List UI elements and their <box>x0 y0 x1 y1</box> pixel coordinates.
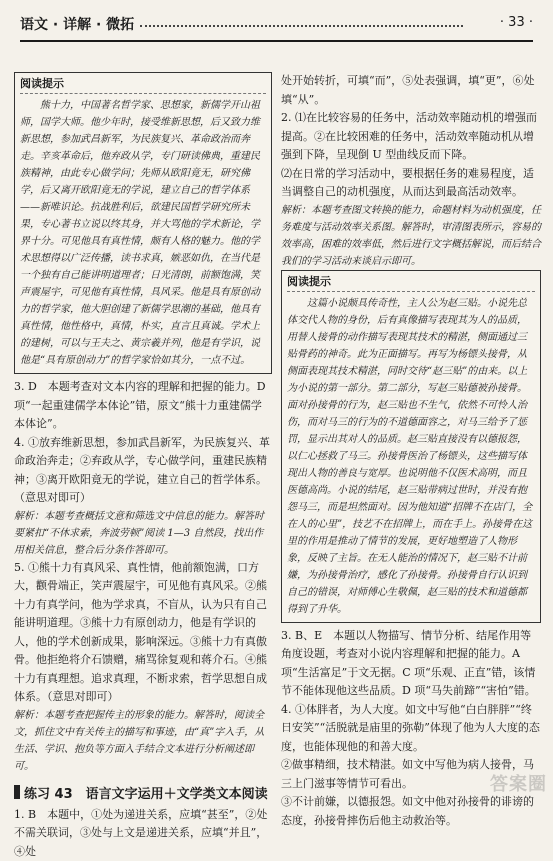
header-divider <box>140 25 463 27</box>
answer-1: 1. B 本题中，①处为递进关系，应填“甚至”，②处不需关联词，③处与上文是递进关系，应填“并且”，④处 <box>14 806 272 861</box>
answer-3: 3. D 本题考查对文本内容的理解和把握的能力。D项“一起重建儒学本体论”错，原文“熊十力重建儒学本体论”。 <box>14 378 272 434</box>
answer-4b-right: ②做事精细，技术精湛。如文中写他为病人接骨，马三上门滋事等情节可看出。 <box>281 756 541 793</box>
answer-4c-right: ③不计前嫌，以德报怨。如文中他对孙接骨的诽谤的态度，孙接骨摔伤后他主动救治等。 <box>281 793 541 830</box>
reading-tip-box <box>14 72 272 374</box>
answer-4: 4. ①放弃维新思想，参加武昌新军，为民族复兴、革命政治奔走；②弃政从学，专心做学问，重建民族精神；③离开欧阳竟无的学说，建立自己的哲学体系。（意思对即可） <box>14 434 272 508</box>
analysis-2: 解析：本题考查图文转换的能力，命题材料为动机强度，任务难度与活动效率关系图。解答时，审清图表所示，容易的效率高，困难的效率低，然后进行文字概括解说，而后结合我们的学习活动来谈启示即可。 <box>281 202 541 270</box>
section-heading <box>14 783 272 802</box>
header-title: 语文 · 详解 · 微拓 <box>20 14 134 34</box>
left-column <box>14 72 272 861</box>
reading-tip-body-2: 这篇小说颇具传奇性，主人公为赵三贴。小说先总体交代人物的身份，后有真像描写表现其为人的品质，用替人接骨的动作描写表现其技术的精湛，侧面通过三贴骨药的神奇。此为正面描写。再写为杨镖头接骨，从侧面表现其技术精湛，同时交待“赵三贴”的由来。以上为小说的第一部分。第二部分，写赵三贴德被孙接骨。面对孙接骨的行为，赵三贴也不生气，依然不可怜人治伤，而对马三的行为的不道德面容之，对马三给予了惩罚，显示出其对人的品质。赵三贴直接没有以德报怨，以仁心拯救了马三。孙接骨医治了杨镖头，这些描写体现出人物的善良与宽厚。也说明他不仅医术高明，而且医德高尚。小说的结尾，赵三贴带病过世时，并没有抱怨马三，而是坦然面对。因为他知道“招牌不在店门，全在人的心里”，技艺不在招牌上，而在手上。孙接骨在这里的作用是推动了情节的发展，更好地塑造了人物形象，反映了主旨。在无人能治的情况下，赵三贴不计前嫌，为孙接骨治疗，感化了孙接骨。孙接骨自行认识到自己的错误，对师傅心生敬佩，赵三贴的技术和道德都得到了升华。 <box>287 295 535 618</box>
reading-tip-title: 阅读提示 <box>20 75 266 94</box>
reading-tip-title-2: 阅读提示 <box>287 273 535 292</box>
analysis-4: 解析：本题考查概括文意和筛选文中信息的能力。解答时要紧扣“不休求索，奔波劳顿”阅读 1—3 自然段，找出作用相关信息，整合后分条作答即可。 <box>14 508 272 559</box>
answer-3-right: 3. B、E 本题以人物描写、情节分析、结尾作用等角度设题，考查对小说内容理解和把握的能力。A 项“生活富足”于文无据。C 项“乐观、正直”错，该情节不能体现他这些品质。D 项“马失前蹄”“害怕”错。 <box>281 627 541 701</box>
analysis-5: 解析：本题考查把握传主的形象的能力。解答时，阅读全文，抓住文中有关传主的描写和事迹，由“真”字入手，从生活、学识、抱负等方面入手结合文本进行分析阐述即可。 <box>14 707 272 775</box>
watermark-logo: 答案圈 <box>490 770 547 796</box>
answer-2a: 2. ⑴在比较容易的任务中，活动效率随动机的增强而提高。②在比较困难的任务中，活动效率随动机从增强到下降，呈现倒 U 型曲线反而下降。 <box>281 109 541 165</box>
page-number: · 33 · <box>500 15 533 30</box>
right-column <box>281 72 541 830</box>
answer-1-continued: 处开始转折，可填“而”，⑤处表强调，填“更”，⑥处填“从”。 <box>281 72 541 109</box>
section-bar-icon <box>14 785 20 799</box>
answer-4-right: 4. ①体胖者，为人大度。如文中写他“白白胖胖”“终日安笑”“活脱就是庙里的弥勒”体现了他为人大度的态度，也能体现他的和善大度。 <box>281 701 541 757</box>
reading-tip-body: 熊十力，中国著名哲学家、思想家，新儒学开山祖师，国学大师。他少年时，接受维新思想，后又致力维新思想，参加武昌新军，为民族复兴、革命政治而奔走。辛亥革命后，他弃政从学，专门研读佛典，重建民族精神，由此专心做学问；先师从欧阳竟无，研究佛学，后又离开欧阳竟无的学说，建立自己的哲学体系——新唯识论。抗战胜利后，欲建民国哲学研究所未果，专心著书立说以终其身，并大骂他的学术新论，学界十分。可见他具有真性情，颇有人格的魅力。他的学术思想得以广泛传播，读书求真，嫉恶如仇，在当代是一个独有自己能讲明道理者；日光清朗，前额饱满，笑声震屋宇，可见他有真性情，具风采。他是具有原创动力的哲学家，他大胆创建了新儒学思潮的基础，他具有真性情，他性格中，真情，朴实，直言且真诚。学术上的建树，可以与王夫之、黄宗羲并列，他是有学识，说他是“具有原创动力”的哲学家恰如其分，一点不过。 <box>20 97 266 369</box>
answer-2b: ⑵在日常的学习活动中，要根据任务的难易程度，适当调整自己的动机强度，从而达到最高活动效率。 <box>281 165 541 202</box>
section-title: 练习 43 语言文字运用＋文学类文本阅读 <box>24 783 268 802</box>
page-header <box>20 10 533 42</box>
answer-5: 5. ①熊十力有真风采、真性情，他前额饱满，口方大，颧骨端正，笑声震屋宇，可见他有真风采。②熊十力有真学问，他为学求真，不盲从，认为只有自己能讲明道理。③熊十力有原创动力，他是有学识的人，他的学术创新成果，影响深远。③熊十力有真傲骨。他拒绝将介石馈赠，痛骂徐复观和蒋介石。④熊十力有真理想。追求真理，不断求索，哲学思想自成体系。（意思对即可） <box>14 559 272 707</box>
reading-tip-box-2 <box>281 270 541 623</box>
